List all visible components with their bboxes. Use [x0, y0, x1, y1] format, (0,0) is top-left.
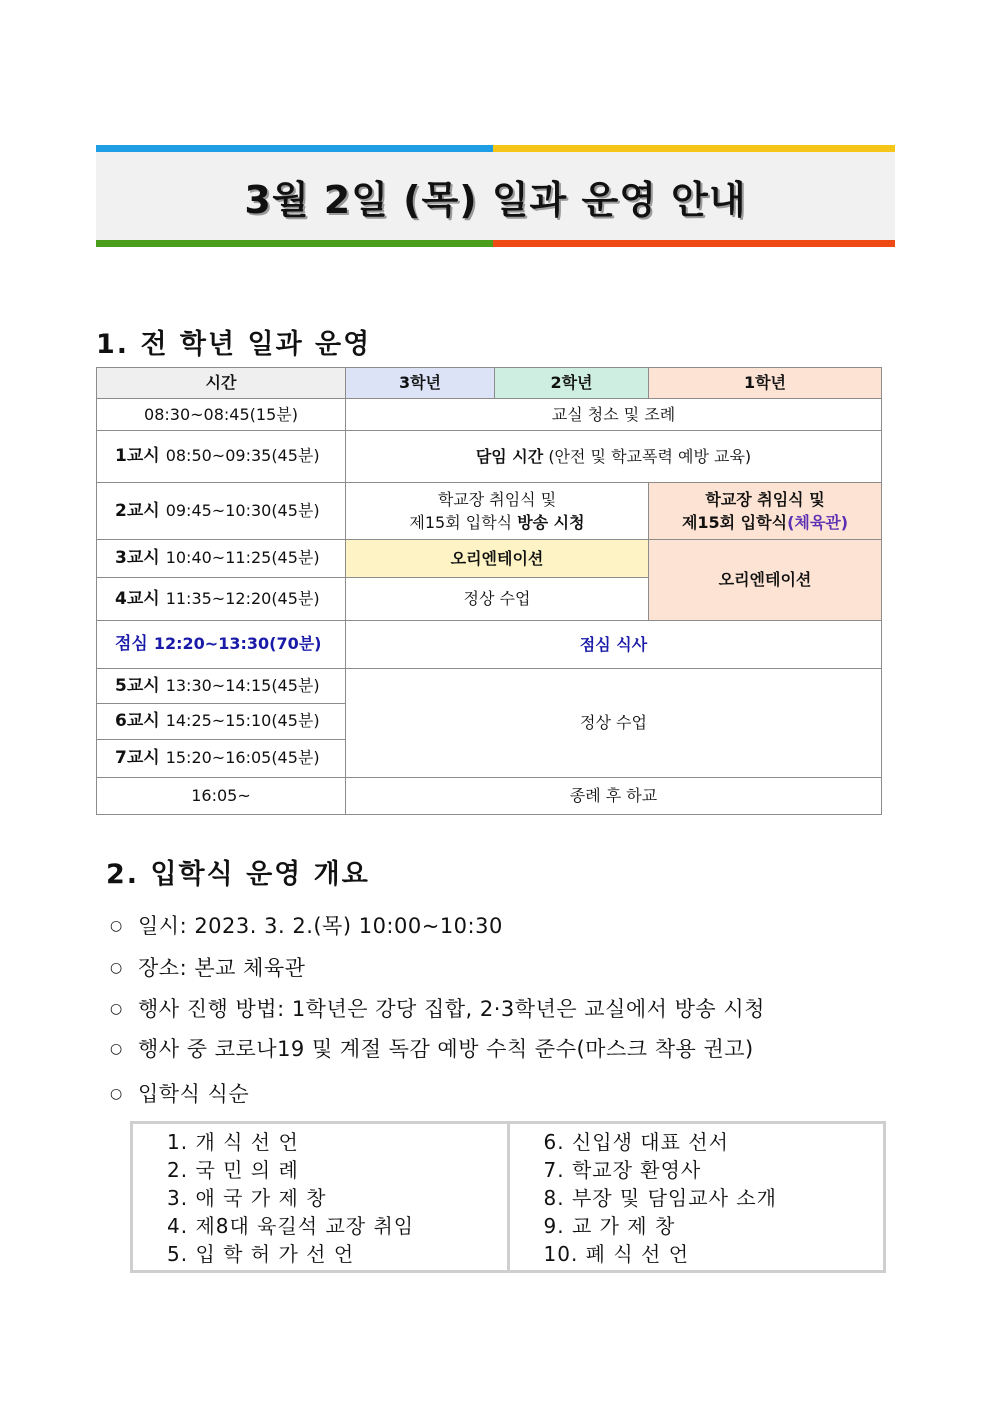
time-cell	[97, 740, 346, 778]
order-item: 1. 개 식 선 언	[167, 1130, 299, 1154]
time-text: 15:20~16:05(45분)	[165, 748, 320, 768]
banner-bar-red	[493, 240, 895, 247]
title-banner	[96, 145, 895, 247]
bullet-text: 행사 중 코로나19 및 계절 독감 예방 수칙 준수(마스크 착용 권고)	[138, 1037, 754, 1061]
time-cell	[97, 540, 346, 578]
period-label: 1교시	[115, 446, 160, 467]
section1-heading: 1. 전 학년 일과 운영	[96, 329, 372, 360]
period-label: 3교시	[115, 548, 160, 569]
desc-line	[649, 511, 881, 534]
bullet-text: 입학식 식순	[138, 1082, 250, 1106]
desc-cell-grade32: 정상 수업	[346, 578, 649, 621]
desc-line: 학교장 취임식 및	[705, 489, 825, 509]
desc-cell-grade1	[649, 483, 882, 540]
period-label: 6교시	[115, 711, 160, 732]
desc-cell	[346, 431, 882, 483]
desc-line	[346, 511, 648, 534]
desc-line: 학교장 취임식 및	[437, 489, 557, 509]
table-row-lunch	[97, 621, 882, 669]
bullet-circle: ○	[110, 1086, 123, 1102]
bullet-text: 일시: 2023. 3. 2.(목) 10:00~10:30	[138, 914, 503, 938]
ceremony-order-table	[130, 1121, 886, 1273]
desc-location: (체육관)	[787, 513, 849, 532]
order-item: 10. 폐 식 선 언	[543, 1242, 690, 1266]
header-time: 시간	[97, 368, 346, 399]
time-cell	[97, 483, 346, 540]
time-text: 13:30~14:15(45분)	[165, 675, 320, 695]
desc-cell-grade32: 오리엔테이션	[346, 540, 649, 578]
table-row	[97, 399, 882, 431]
desc-cell: 종례 후 하교	[346, 778, 882, 815]
order-item: 2. 국 민 의 례	[167, 1158, 299, 1182]
desc-text: 제15회 입학식	[409, 513, 513, 532]
desc-text: 제15회 입학식	[681, 513, 788, 532]
schedule-table	[96, 367, 882, 815]
desc-cell: 점심 식사	[346, 621, 882, 669]
banner-bar-yellow	[493, 145, 895, 152]
bullet-circle: ○	[110, 918, 123, 934]
order-item: 6. 신입생 대표 선서	[543, 1130, 729, 1154]
list-item	[110, 1033, 754, 1063]
header-grade1: 1학년	[649, 368, 882, 399]
order-item: 4. 제8대 육길석 교장 취임	[167, 1214, 415, 1238]
time-cell	[97, 621, 346, 669]
table-row	[97, 431, 882, 483]
table-row	[97, 778, 882, 815]
bullet-circle: ○	[110, 960, 123, 976]
section2-heading: 2. 입학식 운영 개요	[106, 859, 370, 890]
table-row	[97, 669, 882, 704]
banner-bar-blue	[96, 145, 493, 152]
list-item	[110, 910, 503, 940]
lunch-label: 점심	[115, 634, 148, 655]
time-text: 16:05~	[191, 786, 251, 806]
list-item	[110, 1078, 249, 1108]
time-text: 14:25~15:10(45분)	[165, 711, 320, 731]
desc-cell-grade32	[346, 483, 649, 540]
order-left-column	[132, 1123, 509, 1272]
banner-bar-green	[96, 240, 493, 247]
time-cell	[97, 431, 346, 483]
desc-bold: 담임 시간	[475, 446, 544, 466]
time-text: 11:35~12:20(45분)	[165, 588, 320, 608]
desc-text: (안전 및 학교폭력 예방 교육)	[548, 446, 752, 466]
desc-cell-grade1: 오리엔테이션	[649, 540, 882, 621]
order-item: 9. 교 가 제 창	[543, 1214, 676, 1238]
bullet-text: 장소: 본교 체육관	[138, 956, 306, 980]
time-cell	[97, 704, 346, 740]
bullet-circle: ○	[110, 1001, 123, 1017]
time-text: 08:50~09:35(45분)	[165, 446, 320, 466]
time-cell	[97, 578, 346, 621]
desc-cell: 교실 청소 및 조례	[346, 399, 882, 431]
time-cell	[97, 399, 346, 431]
table-row	[97, 540, 882, 578]
desc-cell: 정상 수업	[346, 669, 882, 778]
period-label: 5교시	[115, 675, 160, 696]
order-right-column	[508, 1123, 885, 1272]
period-label: 2교시	[115, 500, 160, 521]
time-text: 10:40~11:25(45분)	[165, 548, 320, 568]
bullet-text: 행사 진행 방법: 1학년은 강당 집합, 2·3학년은 교실에서 방송 시청	[138, 997, 765, 1021]
period-label: 4교시	[115, 588, 160, 609]
lunch-time: 12:20~13:30(70분)	[153, 634, 322, 654]
table-row	[97, 483, 882, 540]
header-grade3: 3학년	[346, 368, 495, 399]
time-cell	[97, 778, 346, 815]
time-text: 09:45~10:30(45분)	[165, 500, 320, 520]
period-label: 7교시	[115, 748, 160, 769]
order-item: 5. 입 학 허 가 선 언	[167, 1242, 355, 1266]
header-grade2: 2학년	[495, 368, 649, 399]
order-item: 3. 애 국 가 제 창	[167, 1186, 327, 1210]
time-cell	[97, 669, 346, 704]
table-header-row	[97, 368, 882, 399]
time-text: 08:30~08:45(15분)	[144, 404, 298, 424]
desc-bold: 방송 시청	[517, 513, 585, 532]
list-item	[110, 952, 305, 982]
order-item: 7. 학교장 환영사	[543, 1158, 702, 1182]
page-title: 3월 2일 (목) 일과 운영 안내	[244, 178, 747, 222]
bullet-circle: ○	[110, 1041, 123, 1057]
list-item	[110, 993, 765, 1023]
order-item: 8. 부장 및 담임교사 소개	[543, 1186, 777, 1210]
